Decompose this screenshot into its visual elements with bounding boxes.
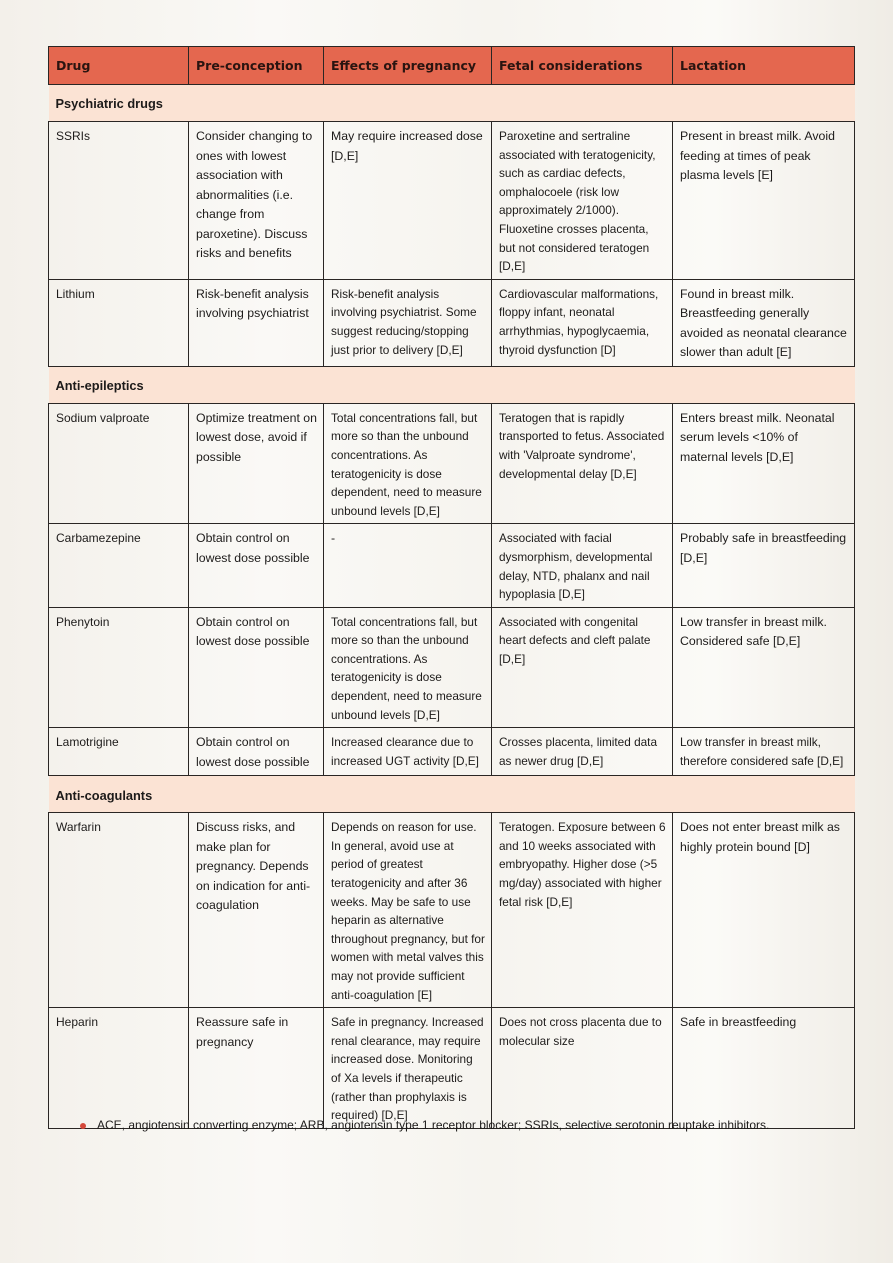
lactation-cell: Found in breast milk. Breastfeeding generally avoided as neonatal clearance slower than adult [E] [673, 279, 855, 366]
fetal-cell: Crosses placenta, limited data as newer drug [D,E] [492, 728, 673, 776]
table-row [49, 607, 855, 728]
lactation-cell: Low transfer in breast milk, therefore considered safe [D,E] [673, 728, 855, 776]
table-row [49, 279, 855, 366]
lactation-cell: Probably safe in breastfeeding [D,E] [673, 524, 855, 607]
fetal-cell: Cardiovascular malformations, floppy infant, neonatal arrhythmias, hypoglycaemia, thyroid dysfunction [D] [492, 279, 673, 366]
effects-cell: Increased clearance due to increased UGT activity [D,E] [324, 728, 492, 776]
effects-cell: May require increased dose [D,E] [324, 122, 492, 280]
table-row [49, 813, 855, 1008]
drug-name: Lamotrigine [49, 728, 189, 776]
footnote-text: ACE, angiotensin converting enzyme; ARB, angiotensin type 1 receptor blocker; SSRIs, selective serotonin reuptake inhibitors. [97, 1118, 770, 1132]
drug-name: Heparin [49, 1008, 189, 1129]
effects-cell: Safe in pregnancy. Increased renal clearance, may require increased dose. Monitoring of Xa levels if therapeutic (rather than prophylaxis is required) [D,E] [324, 1008, 492, 1129]
table-row [49, 122, 855, 280]
preconception-cell: Risk-benefit analysis involving psychiatrist [189, 279, 324, 366]
header-fetal: Fetal considerations [492, 47, 673, 85]
drug-name: Sodium valproate [49, 403, 189, 524]
fetal-cell: Paroxetine and sertraline associated with teratogenicity, such as cardiac defects, omphalocoele (risk low approximately 2/1000). Fluoxetine crosses placenta, but not considered teratogen [D,E] [492, 122, 673, 280]
section-psychiatric: Psychiatric drugs [49, 85, 855, 122]
lactation-cell: Low transfer in breast milk. Considered safe [D,E] [673, 607, 855, 728]
fetal-cell: Does not cross placenta due to molecular size [492, 1008, 673, 1129]
header-effects: Effects of pregnancy [324, 47, 492, 85]
lactation-cell: Does not enter breast milk as highly protein bound [D] [673, 813, 855, 1008]
preconception-cell: Reassure safe in pregnancy [189, 1008, 324, 1129]
section-row [49, 366, 855, 403]
effects-cell: Total concentrations fall, but more so than the unbound concentrations. As teratogenicity is dose dependent, need to measure unbound levels [D,E] [324, 403, 492, 524]
header-drug: Drug [49, 47, 189, 85]
effects-cell: Depends on reason for use. In general, avoid use at period of greatest teratogenicity and after 36 weeks. May be safe to use heparin as alternative throughout pregnancy, but for women with metal valves this may not provide sufficient anti-coagulation [E] [324, 813, 492, 1008]
section-row [49, 776, 855, 813]
lactation-cell: Safe in breastfeeding [673, 1008, 855, 1129]
header-lactation: Lactation [673, 47, 855, 85]
section-row [49, 85, 855, 122]
drug-name: SSRIs [49, 122, 189, 280]
effects-cell: Total concentrations fall, but more so than the unbound concentrations. As teratogenicity is dose dependent, need to measure unbound levels [D,E] [324, 607, 492, 728]
preconception-cell: Obtain control on lowest dose possible [189, 524, 324, 607]
effects-cell: Risk-benefit analysis involving psychiatrist. Some suggest reducing/stopping just prior to delivery [D,E] [324, 279, 492, 366]
section-antiepileptics: Anti-epileptics [49, 366, 855, 403]
drug-name: Lithium [49, 279, 189, 366]
preconception-cell: Discuss risks, and make plan for pregnancy. Depends on indication for anti-coagulation [189, 813, 324, 1008]
effects-cell: - [324, 524, 492, 607]
preconception-cell: Obtain control on lowest dose possible [189, 728, 324, 776]
drug-name: Phenytoin [49, 607, 189, 728]
drug-pregnancy-table [48, 46, 855, 1129]
fetal-cell: Associated with congenital heart defects and cleft palate [D,E] [492, 607, 673, 728]
table-row [49, 403, 855, 524]
drug-name: Warfarin [49, 813, 189, 1008]
drug-name: Carbamezepine [49, 524, 189, 607]
table-row [49, 1008, 855, 1129]
section-anticoagulants: Anti-coagulants [49, 776, 855, 813]
lactation-cell: Present in breast milk. Avoid feeding at times of peak plasma levels [E] [673, 122, 855, 280]
table-header-row [49, 47, 855, 85]
preconception-cell: Consider changing to ones with lowest association with abnormalities (i.e. change from paroxetine). Discuss risks and benefits [189, 122, 324, 280]
table-row [49, 524, 855, 607]
bullet-icon [80, 1123, 86, 1129]
lactation-cell: Enters breast milk. Neonatal serum levels <10% of maternal levels [D,E] [673, 403, 855, 524]
header-preconception: Pre-conception [189, 47, 324, 85]
fetal-cell: Teratogen that is rapidly transported to fetus. Associated with 'Valproate syndrome', developmental delay [D,E] [492, 403, 673, 524]
table-row [49, 728, 855, 776]
fetal-cell: Associated with facial dysmorphism, developmental delay, NTD, phalanx and nail hypoplasia [D,E] [492, 524, 673, 607]
fetal-cell: Teratogen. Exposure between 6 and 10 weeks associated with embryopathy. Higher dose (>5 mg/day) associated with higher fetal risk [D,E] [492, 813, 673, 1008]
footnote [80, 1116, 840, 1134]
preconception-cell: Obtain control on lowest dose possible [189, 607, 324, 728]
preconception-cell: Optimize treatment on lowest dose, avoid if possible [189, 403, 324, 524]
